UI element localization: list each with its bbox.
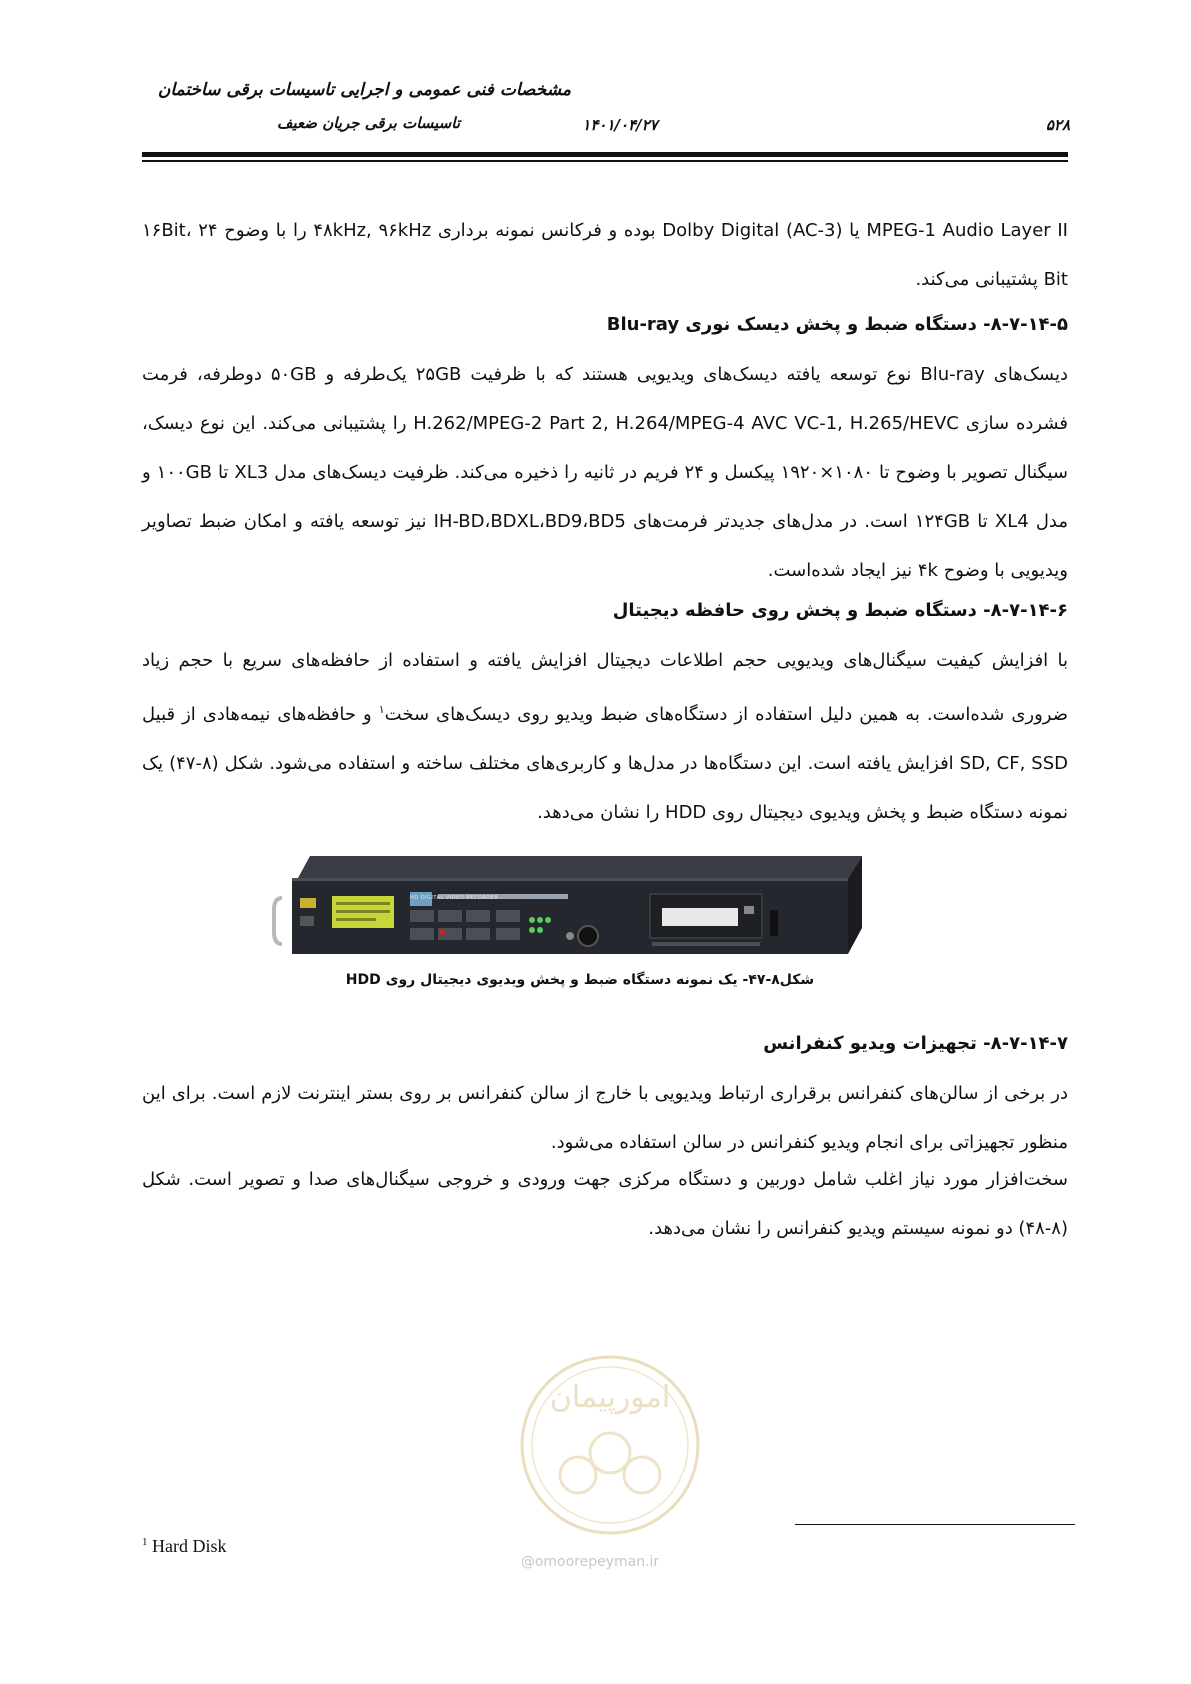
watermark-logo xyxy=(490,1335,730,1575)
document-title: مشخصات فنی عمومی و اجرایی تاسیسات برقی ساختمان xyxy=(157,80,571,100)
device-label: HD DIGITAL VIDEO RECORDER xyxy=(410,895,499,901)
footnote-separator xyxy=(795,1524,1075,1525)
header-rule-thick xyxy=(142,152,1068,157)
paragraph-video-conference-2: سخت‌افزار مورد نیاز اغلب شامل دوربین و دستگاه مرکزی جهت ورودی و خروجی سیگنال‌های صدا و تصویر است. شکل (۸-۴۸) دو نمونه سیستم ویدیو کنفرانس را نشان می‌دهد. xyxy=(142,1169,1068,1239)
watermark-url: @omoorepeyman.ir xyxy=(520,1554,660,1570)
section-heading-digital-memory: ۸-۷-۱۴-۶- دستگاه ضبط و پخش روی حافظه دیجیتال xyxy=(612,600,1068,621)
footnote xyxy=(142,1536,227,1557)
footnote-text: Hard Disk xyxy=(152,1536,227,1556)
paragraph-digital-memory-part-a: با افزایش کیفیت سیگنال‌های ویدیویی حجم اطلاعات دیجیتال افزایش یافته و استفاده از حافظه‌های سریع با حجم زیاد ضروری شده‌است. به همین دلیل استفاده از دستگاه‌های ضبط ویدیو روی دیسک‌های سخت xyxy=(142,650,1069,725)
paragraph-digital-memory xyxy=(142,636,1068,837)
intro-paragraph: MPEG-1 Audio Layer II یا Dolby Digital (AC-3) بوده و فرکانس نمونه برداری ۴۸kHz, ۹۶kHz را با وضوح ۱۶Bit، ۲۴ Bit پشتیبانی می‌کند. xyxy=(142,220,1068,290)
paragraph-bluray: دیسک‌های Blu-ray نوع توسعه یافته دیسک‌های ویدیویی هستند که با ظرفیت ۲۵GB یک‌طرفه و ۵۰GB دوطرفه، فرمت فشرده سازی H.262/MPEG-2 Part 2, H.264/MPEG-4 AVC VC-1, H.265/HEVC را پشتیبانی می‌کند. این نوع دیسک، سیگنال تصویر با وضوح تا ۱۰۸۰×۱۹۲۰ پیکسل و ۲۴ فریم در ثانیه را ذخیره می‌کند. ظرفیت دیسک‌های مدل XL3 تا ۱۰۰GB و مدل XL4 تا ۱۲۴GB است. در مدل‌های جدیدتر فرمت‌های IH-BD،BDXL،BD9،BD5 نیز توسعه یافته و امکان ضبط تصاویر ویدیویی با وضوح ۴k نیز ایجاد شده‌است. xyxy=(142,364,1069,581)
document-subtitle: تاسیسات برقی جریان ضعیف xyxy=(276,114,460,132)
footnote-reference[interactable]: ۱ xyxy=(378,703,385,716)
section-heading-bluray: ۸-۷-۱۴-۵- دستگاه ضبط و پخش دیسک نوری Blu-ray xyxy=(606,314,1068,335)
document-date: ۱۴۰۱/۰۴/۲۷ xyxy=(582,116,658,134)
figure-caption: شکل۸-۴۷- یک نمونه دستگاه ضبط و پخش ویدیوی دیجیتال روی HDD xyxy=(345,972,815,988)
hdd-recorder-image xyxy=(270,850,870,970)
watermark-logo-text: امورپیمان xyxy=(549,1380,671,1415)
header-rule-thin xyxy=(142,160,1068,162)
page-number: ۵۲۸ xyxy=(1045,116,1070,134)
section-heading-video-conference: ۸-۷-۱۴-۷- تجهیزات ویدیو کنفرانس xyxy=(763,1033,1068,1054)
footnote-number: 1 xyxy=(142,1536,148,1548)
paragraph-video-conference-1: در برخی از سالن‌های کنفرانس برقراری ارتباط ویدیویی با خارج از سالن کنفرانس بر روی بستر اینترنت لازم است. برای این منظور تجهیزاتی برای انجام ویدیو کنفرانس در سالن استفاده می‌شود. xyxy=(142,1083,1068,1153)
paragraph-digital-memory-part-b: و حافظه‌های نیمه‌هادی از قبیل SD, CF, SSD افزایش یافته است. این دستگاه‌ها در مدل‌ها و کاربری‌های مختلف ساخته و استفاده می‌شود. شکل (۸-۴۷) یک نمونه دستگاه ضبط و پخش ویدیوی دیجیتال روی HDD را نشان می‌دهد. xyxy=(142,704,1068,823)
